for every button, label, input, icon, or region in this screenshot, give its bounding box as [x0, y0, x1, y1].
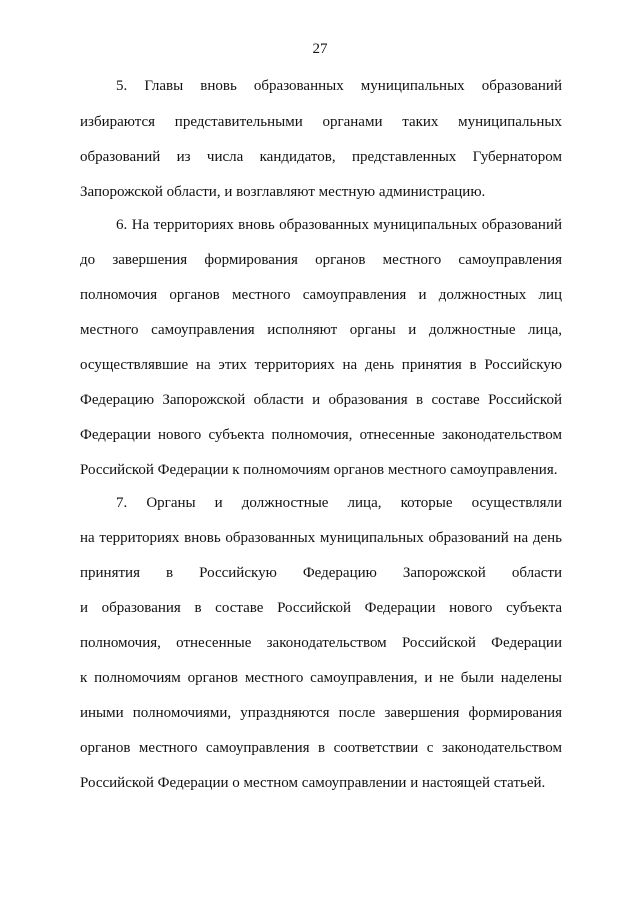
paragraph-6-line-6: Федерацию Запорожской области и образования в составе Российской: [80, 392, 562, 408]
paragraph-7-line-6: к полномочиям органов местного самоуправления, и не были наделены: [80, 670, 562, 686]
paragraph-5-line-3: образований из числа кандидатов, представленных Губернатором: [80, 149, 562, 165]
paragraph-6-line-8: Российской Федерации к полномочиям органов местного самоуправления.: [80, 462, 558, 478]
paragraph-6-line-1: 6. На территориях вновь образованных муниципальных образований: [116, 217, 562, 233]
paragraph-6-line-7: Федерации нового субъекта полномочия, отнесенные законодательством: [80, 427, 562, 443]
paragraph-6-line-3: полномочия органов местного самоуправления и должностных лиц: [80, 287, 562, 303]
paragraph-7-line-3: принятия в Российскую Федерацию Запорожской области: [80, 565, 562, 581]
paragraph-7-line-1: 7. Органы и должностные лица, которые осуществляли: [116, 495, 562, 511]
paragraph-5-line-2: избираются представительными органами таких муниципальных: [80, 114, 562, 130]
paragraph-7-line-9: Российской Федерации о местном самоуправлении и настоящей статьей.: [80, 775, 546, 791]
paragraph-7-line-8: органов местного самоуправления в соответствии с законодательством: [80, 740, 562, 756]
paragraph-7-line-4: и образования в составе Российской Федерации нового субъекта: [80, 600, 562, 616]
paragraph-7-line-2: на территориях вновь образованных муниципальных образований на день: [80, 530, 562, 546]
paragraph-7-line-7: иными полномочиями, упраздняются после завершения формирования: [80, 705, 562, 721]
paragraph-5-line-4: Запорожской области, и возглавляют местную администрацию.: [80, 184, 486, 200]
page-number: 27: [312, 41, 328, 57]
paragraph-7-line-5: полномочия, отнесенные законодательством Российской Федерации: [80, 635, 562, 651]
paragraph-6-line-2: до завершения формирования органов местного самоуправления: [80, 252, 562, 268]
paragraph-5-line-1: 5. Главы вновь образованных муниципальных образований: [116, 78, 562, 94]
paragraph-6-line-5: осуществлявшие на этих территориях на день принятия в Российскую: [80, 357, 562, 373]
paragraph-6-line-4: местного самоуправления исполняют органы и должностные лица,: [80, 322, 562, 338]
